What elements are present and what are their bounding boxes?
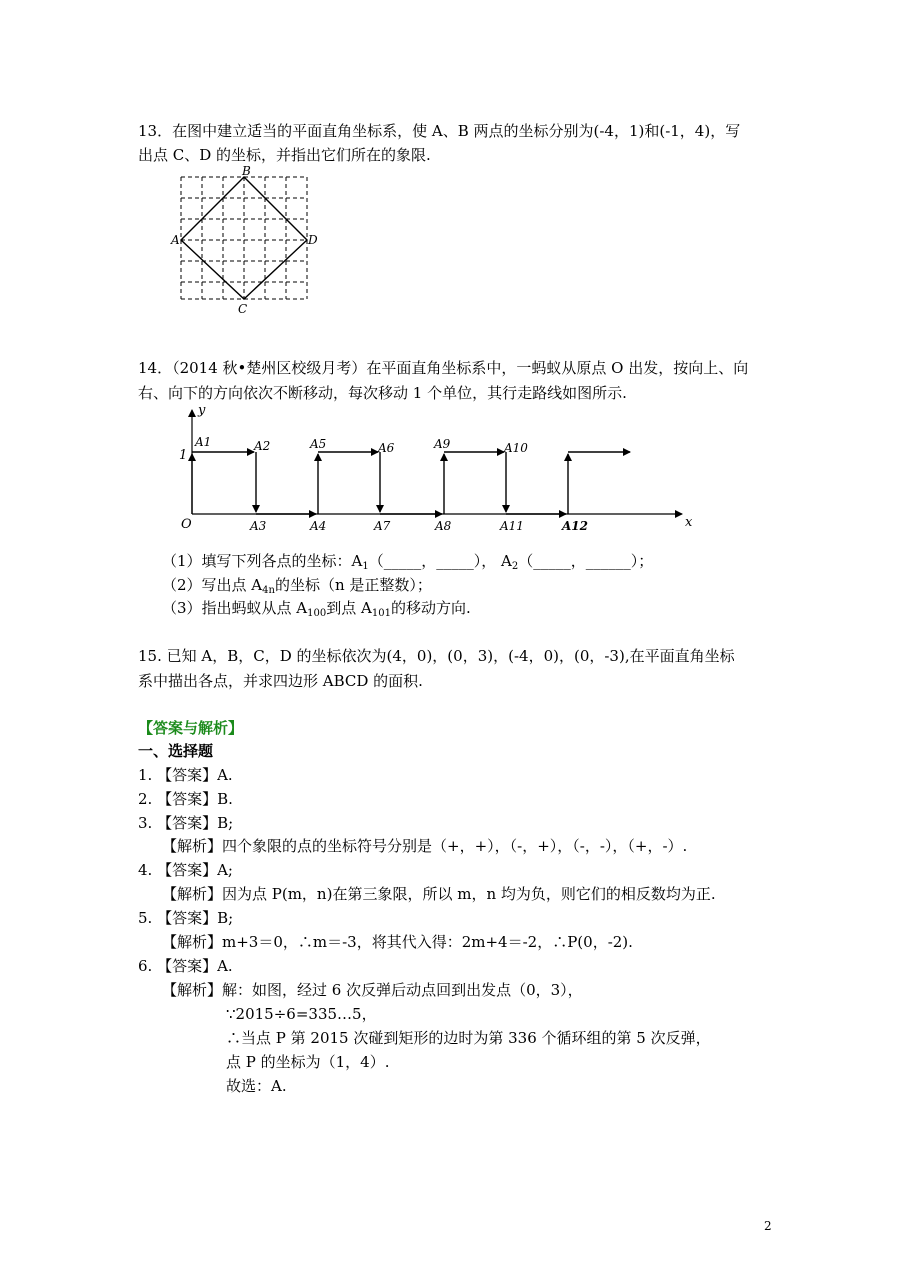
q14-sub3 bbox=[162, 598, 471, 624]
answer-2: 2. 【答案】B. bbox=[138, 790, 233, 808]
grid-lines bbox=[181, 177, 307, 299]
q15-line1: 15. 已知 A，B，C，D 的坐标依次为(4，0)，(0，3)，(-4，0)，(0，-3),在平面直角坐标 bbox=[138, 647, 735, 665]
point-A11: A11 bbox=[500, 519, 524, 533]
answer-1: 1. 【答案】A. bbox=[138, 766, 233, 784]
label-A: A bbox=[171, 233, 180, 247]
q14-line2: 右、向下的方向依次不断移动，每次移动 1 个单位，其行走路线如图所示. bbox=[138, 384, 627, 402]
point-A8: A8 bbox=[435, 519, 452, 533]
sub2-end: 的坐标（n 是正整数）； bbox=[274, 576, 432, 594]
sub3-prefix: （3）指出蚂蚁从点 A bbox=[162, 599, 308, 617]
answer-5: 5. 【答案】B; bbox=[138, 909, 234, 927]
answers-heading: 【答案与解析】 bbox=[138, 719, 244, 737]
point-A1: A1 bbox=[195, 435, 212, 449]
point-A5: A5 bbox=[310, 437, 327, 451]
point-A10: A10 bbox=[504, 441, 528, 455]
sub1-mid: （_____，_____）， A bbox=[368, 552, 512, 570]
q14-ant-path-figure bbox=[170, 402, 700, 536]
sub1-end: （_____，______）； bbox=[518, 552, 654, 570]
sub2-index: 4n bbox=[262, 585, 275, 596]
analysis-6-step1: ∵2015÷6=335…5， bbox=[226, 1005, 377, 1023]
point-A4: A4 bbox=[310, 519, 327, 533]
origin-label: O bbox=[181, 517, 192, 532]
sub3-index1: 100 bbox=[307, 608, 327, 619]
answer-6: 6. 【答案】A. bbox=[138, 957, 233, 975]
point-A3: A3 bbox=[250, 519, 267, 533]
sub3-index2: 101 bbox=[371, 608, 391, 619]
page-number: 2 bbox=[764, 1219, 772, 1233]
sub2-prefix: （2）写出点 A bbox=[162, 576, 263, 594]
answer-4: 4. 【答案】A; bbox=[138, 861, 233, 879]
point-A9: A9 bbox=[434, 437, 451, 451]
analysis-3: 【解析】四个象限的点的坐标符号分别是（+，+），（-，+），（-，-），（+，-）. bbox=[162, 837, 688, 855]
q14-sub1 bbox=[162, 551, 653, 577]
analysis-6-step4: 故选：A. bbox=[226, 1077, 287, 1095]
q13-line2: 出点 C、D 的坐标，并指出它们所在的象限. bbox=[138, 146, 431, 164]
q13-grid-figure bbox=[170, 164, 320, 316]
analysis-6: 【解析】解：如图，经过 6 次反弹后动点回到出发点（0，3）， bbox=[162, 981, 583, 999]
x-axis-label: x bbox=[685, 515, 693, 530]
ant-path bbox=[192, 452, 630, 514]
point-A6: A6 bbox=[378, 441, 395, 455]
q15-line2: 系中描出各点，并求四边形 ABCD 的面积. bbox=[138, 672, 423, 690]
point-A2: A2 bbox=[254, 439, 271, 453]
y-axis-label: y bbox=[198, 403, 206, 418]
q13-line1: 13．在图中建立适当的平面直角坐标系，使 A、B 两点的坐标分别为(-4，1)和(-1，4)，写 bbox=[138, 122, 741, 140]
sub1-index1: 1 bbox=[362, 561, 369, 572]
point-A12: A12 bbox=[562, 519, 589, 533]
unit-one-label: 1 bbox=[179, 448, 188, 463]
point-labels bbox=[194, 435, 588, 533]
answers-section-title: 一、选择题 bbox=[138, 742, 214, 760]
analysis-4: 【解析】因为点 P(m，n)在第三象限，所以 m，n 均为负，则它们的相反数均为正. bbox=[162, 885, 716, 903]
label-D: D bbox=[308, 233, 318, 247]
q14-line1: 14．（2014 秋•楚州区校级月考）在平面直角坐标系中，一蚂蚁从原点 O 出发，按向上、向 bbox=[138, 359, 749, 377]
label-B: B bbox=[242, 164, 251, 178]
analysis-6-step2: ∴当点 P 第 2015 次碰到矩形的边时为第 336 个循环组的第 5 次反弹， bbox=[226, 1029, 711, 1047]
label-C: C bbox=[238, 302, 248, 316]
sub3-mid: 到点 A bbox=[326, 599, 372, 617]
analysis-5: 【解析】m+3＝0，∴m＝-3，将其代入得：2m+4＝-2，∴P(0，-2). bbox=[162, 933, 633, 951]
analysis-6-step3: 点 P 的坐标为（1，4）. bbox=[226, 1053, 390, 1071]
sub3-end: 的移动方向. bbox=[390, 599, 471, 617]
square-ABCD bbox=[181, 177, 307, 299]
sub1-index2: 2 bbox=[511, 561, 519, 572]
point-A7: A7 bbox=[374, 519, 391, 533]
sub1-prefix: （1）填写下列各点的坐标：A bbox=[162, 552, 363, 570]
answer-3: 3. 【答案】B; bbox=[138, 814, 234, 832]
